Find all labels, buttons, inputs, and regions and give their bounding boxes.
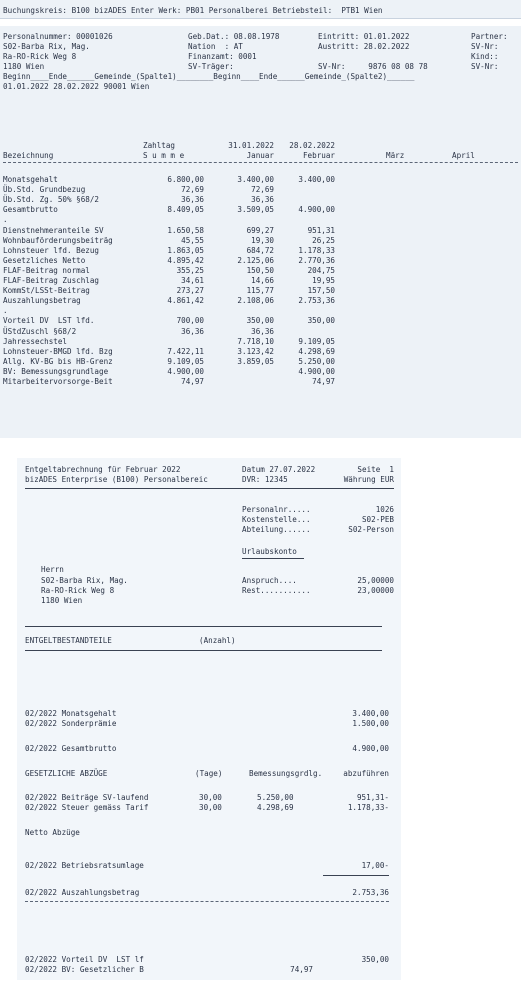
header-rule: [25, 488, 394, 489]
info-kostenstelle-label: Kostenstelle...: [242, 515, 311, 524]
info-abteilung-value: S02-Person: [348, 525, 394, 534]
payslip-currency: Währung EUR: [343, 475, 394, 484]
row-value: 14,66: [251, 276, 274, 285]
row-label: Üb.Std. Zg. 50% §68/2: [3, 195, 100, 205]
col-date-feb: 28.02.2022: [289, 141, 335, 150]
row-value: 4.861,42: [167, 296, 204, 306]
gemeinde-row: 01.01.2022 28.02.2022 90001 Wien: [3, 82, 150, 91]
row-value: 350,00: [246, 316, 274, 326]
payslip-title: Entgeltabrechnung für Februar 2022: [25, 465, 181, 474]
row-value: 72,69: [181, 185, 204, 195]
row-value: 3.509,05: [237, 205, 274, 215]
row-label: Dienstnehmeranteile SV: [3, 225, 104, 235]
footer-bv: 02/2022 BV: Gesetzlicher B: [25, 965, 144, 974]
section-entgelt-anzahl: (Anzahl): [199, 636, 236, 645]
child-label: Kind::: [471, 52, 499, 61]
row-value: 700,00: [176, 316, 204, 326]
row-value: 26,25: [312, 235, 335, 245]
row-value: 36,36: [181, 195, 204, 205]
row-label: Gesetzliches Netto: [3, 255, 86, 265]
row-value: 4.298,69: [298, 346, 335, 356]
gemeinde-header: Beginn____Ende______Gemeinde_(Spalte1)________Beginn____Ende______Gemeinde_(Spalte2)______: [3, 72, 415, 81]
row-label: Jahressechstel: [3, 336, 68, 346]
row-label: Vorteil DV LST lfd.: [3, 316, 95, 326]
row-value: 8.409,05: [167, 205, 204, 215]
exit-date: Austritt: 28.02.2022: [318, 42, 410, 51]
payslip-dvr: DVR: 12345: [242, 475, 288, 484]
col-bezeichnung: Bezeichnung: [3, 151, 54, 160]
row-value: 3.400,00: [298, 175, 335, 184]
street: Ra-RO-Rick Weg 8: [3, 52, 77, 61]
netto-abzuege-label: Netto Abzüge: [25, 828, 80, 837]
row-value: 3.123,42: [237, 346, 274, 356]
urlaub-anspruch-label: Anspruch....: [242, 576, 297, 585]
row-value: 699,27: [246, 225, 274, 235]
col-maerz: März: [386, 151, 405, 160]
item-monatsgehalt: 02/2022 Monatsgehalt: [25, 709, 117, 718]
row-label: Mitarbeitervorsorge-Beit: [3, 377, 113, 386]
info-kostenstelle-value: S02-PEB: [361, 515, 394, 524]
urlaub-rest-label: Rest...........: [242, 586, 311, 595]
auszahlung-label: 02/2022 Auszahlungsbetrag: [25, 888, 140, 897]
address-name: S02-Barba Rix, Mag.: [41, 576, 128, 585]
abzug-sv-basis: 5.250,00: [257, 793, 294, 802]
row-label: Monatsgehalt: [3, 175, 58, 184]
row-value: 19,95: [312, 276, 335, 285]
gesamtbrutto-label: 02/2022 Gesamtbrutto: [25, 744, 117, 753]
payroll-journal: [0, 26, 521, 438]
abzug-steuer-amount: 1.178,33-: [347, 803, 389, 812]
row-value: 1.863,05: [167, 245, 204, 255]
birth-date: Geb.Dat.: 08.08.1978: [188, 32, 280, 41]
sv-number: SV-Nr: 9876 08 08 78: [318, 62, 428, 71]
urlaub-rule: [242, 558, 304, 559]
gesamtbrutto-amount: 4.900,00: [352, 744, 389, 753]
auszahlung-amount: 2.753,36: [352, 888, 389, 897]
table-separator: [3, 162, 518, 163]
row-value: 6.800,00: [167, 175, 204, 184]
col-januar: Januar: [246, 151, 274, 160]
row-value: 150,50: [246, 265, 274, 275]
row-value: 951,31: [307, 225, 335, 235]
address-city: 1180 Wien: [41, 596, 83, 605]
col-tage: (Tage): [195, 769, 223, 778]
col-februar: Februar: [302, 151, 335, 160]
payslip-date: Datum 27.07.2022: [242, 465, 316, 474]
row-value: 7.422,11: [167, 346, 204, 356]
row-value: 45,55: [181, 235, 204, 245]
row-value: 350,00: [307, 316, 335, 326]
abzug-steuer-tage: 30,00: [199, 803, 222, 812]
row-value: 3.400,00: [237, 175, 274, 184]
row-value: 204,75: [307, 265, 335, 275]
betriebsrat-amount: 17,00-: [361, 861, 389, 870]
row-value: 36,36: [251, 195, 274, 205]
entry-date: Eintritt: 01.01.2022: [318, 32, 410, 41]
row-value: 72,69: [251, 185, 274, 195]
section-rule-top: [25, 626, 382, 627]
personnel-number: Personalnummer: 00001026: [3, 32, 113, 41]
row-label: Wohnbauförderungsbeiträg: [3, 235, 113, 245]
footer-vorteil: 02/2022 Vorteil DV LST lf: [25, 955, 144, 964]
row-value: 2.125,06: [237, 255, 274, 265]
row-value: 9.109,05: [167, 356, 204, 366]
row-label: .: [3, 306, 8, 316]
nation: Nation : AT: [188, 42, 243, 51]
company-line: Buchungskreis: B100 bizADES Enter Werk: PB01 Personalberei Betriebsteil: PTB1 Wien: [3, 6, 383, 15]
row-value: 74,97: [181, 377, 204, 386]
employee-name: S02-Barba Rix, Mag.: [3, 42, 90, 51]
partner-label: Partner:: [471, 32, 508, 41]
address-salutation: Herrn: [41, 565, 64, 574]
info-abteilung-label: Abteilung......: [242, 525, 311, 534]
row-value: 4.900,00: [167, 366, 204, 376]
betriebsrat-label: 02/2022 Betriebsratsumlage: [25, 861, 144, 870]
row-value: 7.718,10: [237, 336, 274, 346]
row-label: ÜStdZuschl §68/2: [3, 326, 77, 336]
footer-vorteil-amount: 350,00: [361, 955, 389, 964]
abzug-steuer: 02/2022 Steuer gemäss Tarif: [25, 803, 149, 812]
row-value: 36,36: [181, 326, 204, 336]
sv-carrier: SV-Träger:: [188, 62, 234, 71]
address-street: Ra-RO-Rick Weg 8: [41, 586, 115, 595]
row-label: Lohnsteuer lfd. Bezug: [3, 245, 100, 255]
row-label: Allg. KV-BG bis HB-Grenz: [3, 356, 113, 366]
final-separator: [25, 901, 389, 902]
urlaub-rest-value: 23,00000: [357, 586, 394, 595]
row-label: Auszahlungsbetrag: [3, 296, 81, 306]
abzug-sv: 02/2022 Beiträge SV-laufend: [25, 793, 149, 802]
row-value: 19,30: [251, 235, 274, 245]
row-value: 2.753,36: [298, 296, 335, 306]
urlaub-anspruch-value: 25,00000: [357, 576, 394, 585]
row-value: 2.108,06: [237, 296, 274, 306]
child-sv-label: SV-Nr:: [471, 62, 499, 71]
payslip-company: bizADES Enterprise (B100) Personalbereic: [25, 475, 208, 484]
row-value: 3.859,05: [237, 356, 274, 366]
row-value: 5.250,00: [298, 356, 335, 366]
col-april: April: [452, 151, 475, 160]
tax-office: Finanzamt: 0001: [188, 52, 257, 61]
row-value: 36,36: [251, 326, 274, 336]
col-date-jan: 31.01.2022: [228, 141, 274, 150]
row-value: 684,72: [246, 245, 274, 255]
row-value: 1.650,58: [167, 225, 204, 235]
row-label: .: [3, 215, 8, 225]
payslip-page: Seite 1: [357, 465, 394, 474]
top-bar: [0, 0, 521, 19]
row-label: Gesamtbrutto: [3, 205, 58, 215]
info-personalnr-label: Personalnr.....: [242, 505, 311, 514]
partner-sv-label: SV-Nr:: [471, 42, 499, 51]
row-value: 34,61: [181, 276, 204, 285]
row-label: KommSt/LSSt-Beitrag: [3, 286, 90, 296]
row-label: Üb.Std. Grundbezug: [3, 185, 86, 195]
item-monatsgehalt-amount: 3.400,00: [352, 709, 389, 718]
row-value: 4.900,00: [298, 205, 335, 215]
row-value: 4.900,00: [298, 366, 335, 376]
abzug-sv-tage: 30,00: [199, 793, 222, 802]
abzug-steuer-basis: 4.298,69: [257, 803, 294, 812]
section-entgelt-title: ENTGELTBESTANDTEILE: [25, 636, 112, 645]
col-abzufuehren: abzuführen: [343, 769, 389, 778]
row-value: 1.178,33: [298, 245, 335, 255]
row-value: 74,97: [312, 377, 335, 386]
row-value: 4.895,42: [167, 255, 204, 265]
urlaub-title: Urlaubskonto: [242, 547, 297, 556]
row-value: 9.109,05: [298, 336, 335, 346]
col-summe: S u m m e: [143, 151, 185, 160]
sum-rule: [323, 875, 389, 876]
city: 1180 Wien: [3, 62, 45, 71]
section-abzuege-title: GESETZLICHE ABZÜGE: [25, 769, 108, 778]
row-label: FLAF-Beitrag Zuschlag: [3, 276, 100, 285]
row-value: 355,25: [176, 265, 204, 275]
col-bemessung: Bemessungsgrdlg.: [249, 769, 323, 778]
item-sonderpraemie: 02/2022 Sonderprämie: [25, 719, 117, 728]
col-zahltag: Zahltag: [143, 141, 176, 150]
row-value: 273,27: [176, 286, 204, 296]
section-rule-bottom: [25, 650, 382, 651]
payslip-document: [17, 458, 401, 980]
row-label: FLAF-Beitrag normal: [3, 265, 90, 275]
row-label: BV: Bemessungsgrundlage: [3, 366, 109, 376]
footer-bv-amount: 74,97: [290, 965, 313, 974]
row-label: Lohnsteuer-BMGD lfd. Bzg: [3, 346, 113, 356]
row-value: 157,50: [307, 286, 335, 296]
row-value: 2.770,36: [298, 255, 335, 265]
row-value: 115,77: [246, 286, 274, 296]
info-personalnr-value: 1026: [375, 505, 394, 514]
abzug-sv-amount: 951,31-: [356, 793, 389, 802]
item-sonderpraemie-amount: 1.500,00: [352, 719, 389, 728]
